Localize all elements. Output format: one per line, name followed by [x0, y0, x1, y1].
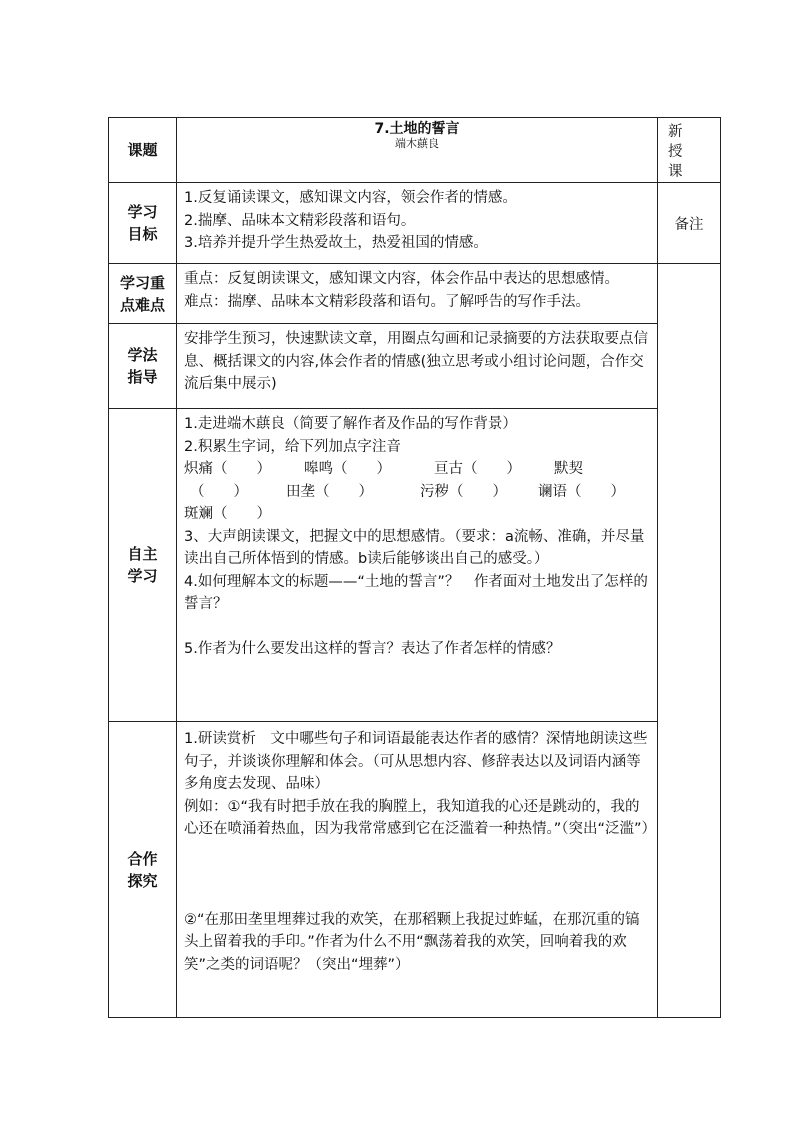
self-study-item: 2.积累生字词，给下列加点字注音 [184, 438, 401, 455]
method-content: 安排学生预习，快速默读文章，用圈点勾画和记录摘要的方法获取要点信息、概括课文的内容,体会作者的情感(独立思考或小组讨论问题，合作交流后集中展示) [177, 324, 658, 409]
explore-item: 例如：①“我有时把手放在我的胸膛上，我知道我的心还是跳动的，我的心还在喷涌着热血，因为我常常感到它在泛滥着一种热情。”（突出“泛滥”） [184, 798, 657, 837]
goal-item: 1.反复诵读课文，感知课文内容，领会作者的情感。 [184, 190, 517, 206]
lesson-author: 端木蕻良 [395, 137, 439, 150]
pinyin-word: 斑斓（ ） [184, 506, 271, 522]
method-label: 学法指导 [109, 324, 177, 409]
goals-row [109, 183, 721, 264]
goal-item: 2.揣摩、品味本文精彩段落和语句。 [184, 212, 416, 229]
pinyin-word: 田垄（ ） [286, 483, 373, 500]
pinyin-row [184, 481, 651, 504]
topic-label: 课题 [109, 118, 177, 183]
lesson-plan-table [108, 117, 721, 1018]
title-row [109, 118, 721, 183]
pinyin-word: （ ） [190, 483, 248, 500]
self-study-label: 自主学习 [109, 409, 177, 722]
lesson-title: 7.土地的誓言 [374, 121, 460, 137]
explore-content [177, 722, 658, 1018]
key-points-content [177, 264, 658, 324]
method-row [109, 324, 721, 409]
key-points-label: 学习重点难点 [109, 264, 177, 324]
self-study-item: 4.如何理解本文的标题——“土地的誓言”？ 作者面对土地发出了怎样的誓言？ [184, 573, 648, 612]
pinyin-word: 污秽（ ） [420, 483, 507, 500]
self-study-item: 5.作者为什么要发出这样的誓言？表达了作者怎样的情感？ [184, 640, 561, 657]
pinyin-row [184, 458, 651, 481]
pinyin-word: 嗥鸣（ ） [304, 461, 391, 477]
explore-item: 1.研读赏析 文中哪些句子和词语最能表达作者的感情？深情地朗读这些句子，并谈谈你理解和体会。（可从思想内容、修辞表达以及词语内涵等多角度去发现、品味） [184, 731, 648, 792]
pinyin-word: 默契 [554, 461, 583, 477]
explore-item: ②“在那田垄里埋葬过我的欢笑，在那稻颗上我捉过蚱蜢，在那沉重的镐头上留着我的手印。”作者为什么不用“飘荡着我的欢笑，回响着我的欢笑”之类的词语呢？（突出“埋葬”） [184, 911, 640, 973]
key-point-item: 难点：揣摩、品味本文精彩段落和语句。了解呼告的写作手法。 [184, 293, 590, 310]
self-study-item: 3、大声朗读课文，把握文中的思想感情。（要求：a流畅、准确，并尽量读出自己所体悟到的情感。b读后能够谈出自己的感受。） [184, 528, 645, 567]
goals-label: 学习目标 [109, 183, 177, 264]
notes-column [658, 264, 721, 1018]
key-points-row [109, 264, 721, 324]
self-study-item: 1.走进端木蕻良（简要了解作者及作品的写作背景） [184, 416, 517, 432]
pinyin-word: 炽痛（ ） [184, 461, 271, 477]
self-study-content [177, 409, 658, 722]
explore-label: 合作探究 [109, 722, 177, 1018]
lesson-type: 新授课 [658, 118, 721, 183]
key-point-item: 重点：反复朗读课文，感知课文内容，体会作品中表达的思想感情。 [184, 271, 619, 287]
title-cell [177, 118, 658, 183]
pinyin-word: 亘古（ ） [434, 461, 521, 477]
note-label: 备注 [658, 183, 721, 264]
pinyin-row [184, 503, 651, 526]
pinyin-word: 谰语（ ） [538, 483, 625, 500]
goal-item: 3.培养并提升学生热爱故土，热爱祖国的情感。 [184, 235, 488, 251]
goals-content [177, 183, 658, 264]
self-study-row [109, 409, 721, 722]
explore-row [109, 722, 721, 1018]
